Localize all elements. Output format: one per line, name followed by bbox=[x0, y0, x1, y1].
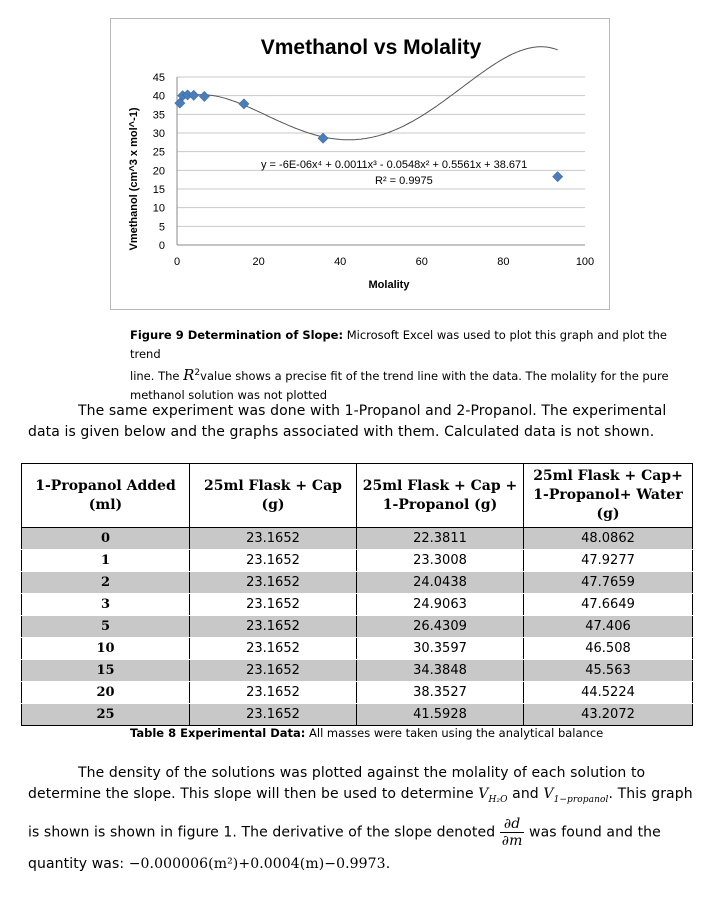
column-header: 25ml Flask + Cap + 1-Propanol (g) bbox=[357, 464, 524, 528]
table-cell: 47.9277 bbox=[524, 550, 693, 572]
x-tick-label: 0 bbox=[173, 256, 181, 268]
table-cell: 23.1652 bbox=[190, 528, 357, 550]
x-tick-label: 40 bbox=[334, 256, 347, 268]
table-cell: 23.1652 bbox=[190, 616, 357, 638]
table-cell: 23.1652 bbox=[190, 572, 357, 594]
figure-caption bbox=[130, 326, 695, 405]
data-point bbox=[318, 133, 328, 143]
trendline-r2: R² = 0.9975 bbox=[375, 175, 433, 187]
figure-caption-text: value shows a precise fit of the trend line with the data. The molality for the pure bbox=[200, 368, 669, 383]
table-cell: 0 bbox=[22, 528, 190, 550]
figure-caption-text: Microsoft Excel was used to plot this graph and plot the trend bbox=[130, 328, 667, 361]
data-point bbox=[239, 99, 249, 109]
table-row bbox=[22, 660, 693, 682]
paragraph bbox=[28, 401, 693, 443]
table-row bbox=[22, 638, 693, 660]
table-cell: 43.2072 bbox=[524, 704, 693, 726]
chart-title: Vmethanol vs Molality bbox=[260, 36, 482, 59]
table-cell: 34.3848 bbox=[357, 660, 524, 682]
table-cell: 24.9063 bbox=[357, 594, 524, 616]
y-tick-label: 20 bbox=[152, 165, 165, 178]
data-point bbox=[199, 91, 209, 101]
r-squared-symbol: R bbox=[183, 365, 195, 384]
table-cell: 20 bbox=[22, 682, 190, 704]
experimental-data-table bbox=[21, 463, 693, 726]
table-cell: 47.7659 bbox=[524, 572, 693, 594]
y-tick-label: 5 bbox=[158, 221, 165, 234]
table-row bbox=[22, 550, 693, 572]
y-tick-label: 40 bbox=[152, 90, 165, 103]
v-propanol-symbol: V bbox=[543, 786, 554, 802]
v-h2o-symbol: V bbox=[478, 786, 489, 802]
table-cell: 47.406 bbox=[524, 616, 693, 638]
table-row bbox=[22, 528, 693, 550]
table-cell: 38.3527 bbox=[357, 682, 524, 704]
r-squared-exponent: 2 bbox=[194, 368, 201, 378]
data-point bbox=[553, 172, 563, 182]
table-cell: 47.6649 bbox=[524, 594, 693, 616]
partial-derivative-fraction bbox=[500, 816, 525, 849]
table-row bbox=[22, 616, 693, 638]
figure-caption-label: Figure 9 Determination of Slope: bbox=[130, 328, 344, 342]
paragraph-line: determine the slope. This slope will then be used to determine bbox=[28, 786, 479, 802]
y-tick-label: 35 bbox=[152, 109, 165, 122]
x-axis-label: Molality bbox=[368, 279, 410, 291]
table-cell: 23.1652 bbox=[190, 594, 357, 616]
x-tick-label: 100 bbox=[575, 256, 595, 268]
paragraph-line: data is given below and the graphs associated with them. Calculated data is not shown. bbox=[28, 424, 655, 440]
y-tick-label: 45 bbox=[152, 72, 165, 84]
table-cell: 5 bbox=[22, 616, 190, 638]
y-tick-label: 25 bbox=[152, 146, 165, 159]
table-cell: 23.1652 bbox=[190, 704, 357, 726]
y-axis-label: Vmethanol (cm^3 x mol^-1) bbox=[128, 107, 140, 251]
paragraph-line: is shown is shown in figure 1. The derivative of the slope denoted bbox=[28, 824, 500, 841]
paragraph-text: . This graph bbox=[608, 786, 693, 802]
figure-caption-text: methanol solution was not plotted bbox=[130, 387, 328, 402]
table-cell: 10 bbox=[22, 638, 190, 660]
x-tick-labels bbox=[174, 256, 594, 268]
trendline bbox=[180, 47, 558, 140]
table-cell: 2 bbox=[22, 572, 190, 594]
table-caption-label: Table 8 Experimental Data: bbox=[130, 726, 306, 740]
y-tick-label: 30 bbox=[152, 128, 165, 140]
paragraph-line: quantity was: bbox=[28, 856, 129, 872]
v-propanol-subscript: 1−propanol bbox=[553, 794, 609, 805]
column-header: 25ml Flask + Cap (g) bbox=[190, 464, 357, 528]
table-caption-text: All masses were taken using the analytical balance bbox=[305, 726, 604, 740]
table-row bbox=[22, 594, 693, 616]
table-cell: 22.3811 bbox=[357, 528, 524, 550]
chart-figure bbox=[110, 18, 610, 310]
derivative-formula: −0.000006(m²)+0.0004(m)−0.9973. bbox=[128, 856, 391, 872]
table-cell: 23.1652 bbox=[190, 682, 357, 704]
table-cell: 44.5224 bbox=[524, 682, 693, 704]
y-tick-label: 0 bbox=[158, 240, 165, 252]
table-cell: 30.3597 bbox=[357, 638, 524, 660]
table-cell: 48.0862 bbox=[524, 528, 693, 550]
figure-caption-text: line. The bbox=[130, 368, 184, 383]
y-tick-label: 15 bbox=[152, 184, 165, 196]
y-tick-labels bbox=[153, 72, 165, 252]
paragraph-text: and bbox=[507, 786, 544, 802]
x-tick-label: 60 bbox=[415, 256, 428, 268]
y-tick-label: 10 bbox=[152, 202, 165, 215]
fraction-denominator: ∂m bbox=[501, 833, 523, 849]
table-cell: 23.3008 bbox=[357, 550, 524, 572]
paragraph-line: The same experiment was done with 1-Propanol and 2-Propanol. The experimental bbox=[78, 403, 667, 419]
paragraph-line: The density of the solutions was plotted against the molality of each solution to bbox=[78, 765, 646, 781]
data-point bbox=[189, 90, 199, 100]
table-row bbox=[22, 682, 693, 704]
x-tick-label: 20 bbox=[252, 256, 265, 268]
table-cell: 3 bbox=[22, 594, 190, 616]
table-cell: 23.1652 bbox=[190, 660, 357, 682]
table-row bbox=[22, 704, 693, 726]
table-cell: 41.5928 bbox=[357, 704, 524, 726]
table-cell: 23.1652 bbox=[190, 638, 357, 660]
table-cell: 1 bbox=[22, 550, 190, 572]
paragraph-text: was found and the bbox=[524, 824, 661, 841]
v-h2o-subscript: H₂O bbox=[488, 794, 508, 805]
trendline-equation: y = -6E-06x⁴ + 0.0011x³ - 0.0548x² + 0.5561x + 38.671 bbox=[261, 159, 528, 171]
table-row bbox=[22, 572, 693, 594]
table-cell: 25 bbox=[22, 704, 190, 726]
table-cell: 26.4309 bbox=[357, 616, 524, 638]
column-header: 25ml Flask + Cap+ 1-Propanol+ Water (g) bbox=[524, 464, 693, 528]
scatter-chart bbox=[111, 19, 611, 311]
table-cell: 45.563 bbox=[524, 660, 693, 682]
table-cell: 15 bbox=[22, 660, 190, 682]
table-header-row bbox=[22, 464, 693, 528]
table-cell: 24.0438 bbox=[357, 572, 524, 594]
column-header: 1-Propanol Added (ml) bbox=[22, 464, 190, 528]
table-cell: 46.508 bbox=[524, 638, 693, 660]
table-caption bbox=[130, 724, 603, 743]
table-cell: 23.1652 bbox=[190, 550, 357, 572]
paragraph bbox=[28, 763, 693, 876]
x-tick-label: 80 bbox=[497, 256, 510, 268]
fraction-numerator: ∂d bbox=[500, 816, 525, 833]
